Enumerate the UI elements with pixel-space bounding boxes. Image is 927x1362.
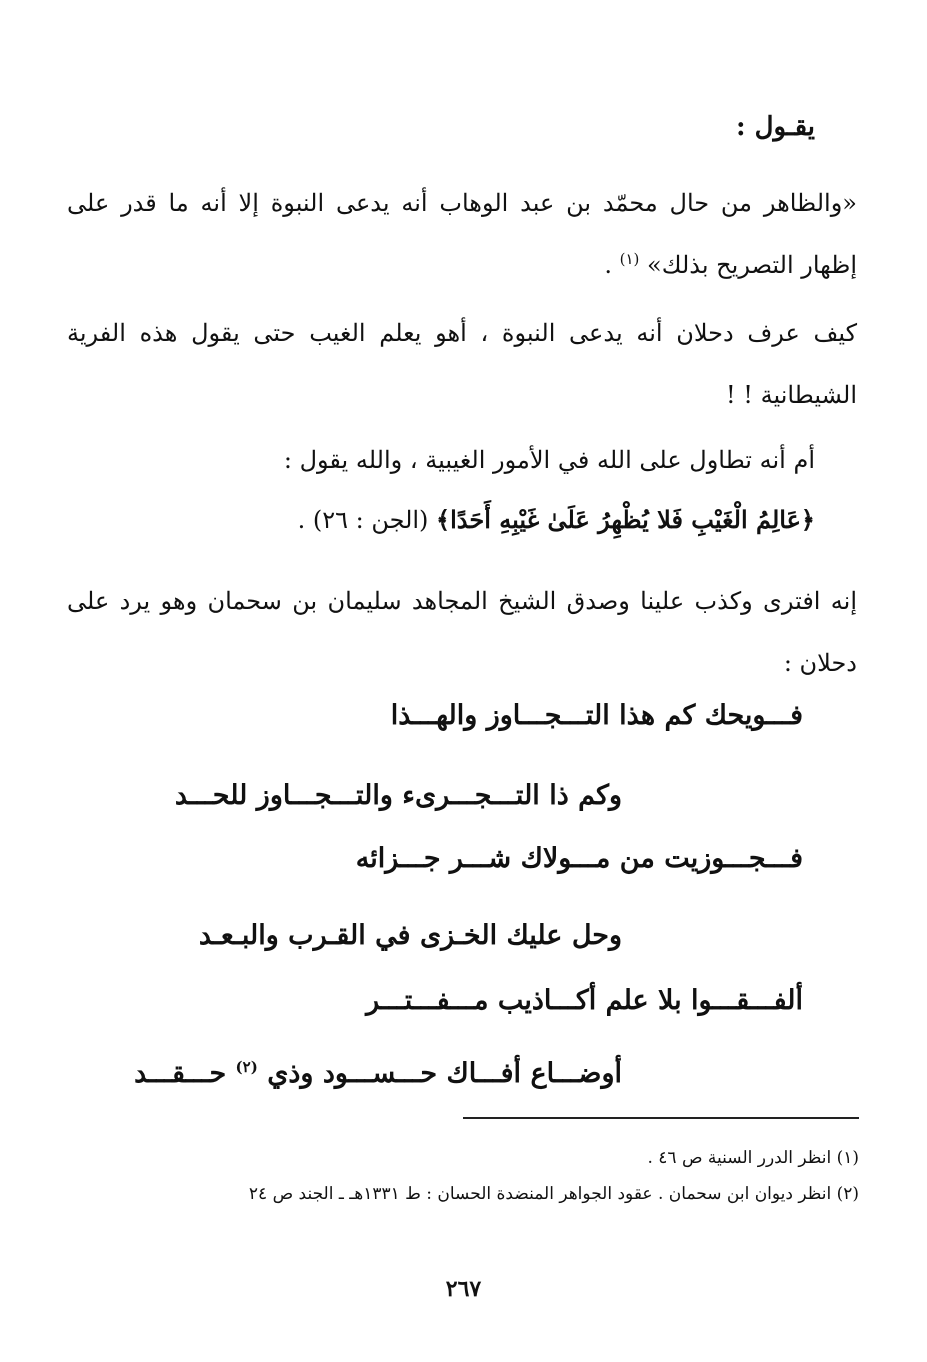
quran-verse: ﴿عَالِمُ الْغَيْبِ فَلا يُظْهِرُ عَلَىٰ غَيْبِهِ أَحَدًا﴾ xyxy=(436,505,815,534)
poem-line-2: وكم ذا التـــجـــرىء والتـــجـــاوز للحـــد xyxy=(174,780,622,811)
verse-citation: (الجن : ٢٦) . xyxy=(297,506,437,534)
footnote-ref-1: (١) xyxy=(619,250,640,268)
quote-end: . xyxy=(604,251,620,279)
poem-line-6-start: أوضـــاع أفـــاك حـــســـود وذي xyxy=(267,1058,622,1089)
poem-line-1: فـــويحك كم هذا التـــجـــاوز والهـــذا xyxy=(390,700,803,731)
poem-line-3: فـــجـــوزيت من مـــولاك شـــر جـــزائه xyxy=(355,843,803,874)
footnote-ref-2: (٢) xyxy=(235,1058,258,1076)
verse-intro-line: أم أنه تطاول على الله في الأمور الغيبية ، والله يقول : xyxy=(283,446,815,474)
footnotes xyxy=(59,1140,859,1212)
question-paragraph: كيف عرف دحلان أنه يدعى النبوة ، أهو يعلم الغيب حتى يقول هذه الفرية الشيطانية ! ! xyxy=(67,319,857,409)
footnote-divider xyxy=(463,1117,859,1119)
section-heading: يقـول : xyxy=(736,112,815,142)
verse-paragraph xyxy=(55,430,815,550)
footnote-1: (١) انظر الدرر السنية ص ٤٦ . xyxy=(647,1148,859,1168)
poem-line-6 xyxy=(134,1058,622,1089)
poem-line-4: وحل عليك الخـزى في القـرب والبـعـد xyxy=(198,920,622,951)
quote-text: «والظاهر من حال محمّد بن عبد الوهاب أنه يدعى النبوة إلا أنه ما قدر على إظهار التصريح بذلك» xyxy=(67,189,857,279)
poem-line-5: ألفـــقـــوا بلا علم أكـــاذيب مـــفـــتـــر xyxy=(366,985,803,1016)
page-number: ٢٦٧ xyxy=(445,1276,482,1302)
poem-line-6-end: حـــقـــد xyxy=(134,1058,236,1089)
quote-paragraph xyxy=(67,172,857,296)
quran-verse-line xyxy=(55,490,815,550)
footnote-2: (٢) انظر ديوان ابن سحمان . عقود الجواهر المنضدة الحسان : ط ١٣٣١هـ ـ الجند ص ٢٤ xyxy=(248,1184,859,1204)
response-paragraph: إنه افترى وكذب علينا وصدق الشيخ المجاهد سليمان بن سحمان وهو يرد على دحلان : xyxy=(67,587,857,677)
